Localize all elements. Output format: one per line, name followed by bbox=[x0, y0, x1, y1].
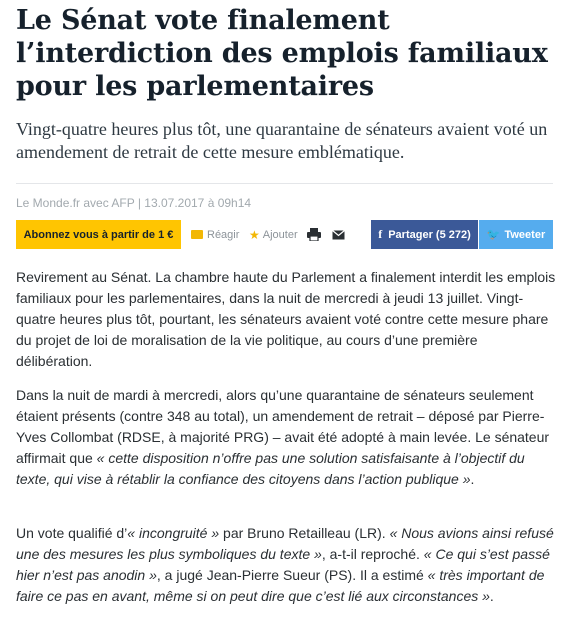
react-label: Réagir bbox=[207, 228, 240, 241]
facebook-share-label: Partager (5 272) bbox=[388, 228, 471, 241]
paragraph-text: , a-t-il reproché. bbox=[321, 546, 424, 562]
article-paragraph bbox=[16, 523, 556, 607]
comment-icon bbox=[191, 230, 203, 239]
article-title: Le Sénat vote finalement l’interdiction des emplois familiaux pour les parlementaires bbox=[16, 5, 548, 102]
add-label: Ajouter bbox=[262, 228, 298, 241]
react-button[interactable] bbox=[191, 220, 239, 249]
add-button[interactable] bbox=[249, 220, 298, 249]
paragraph-quote: « cette disposition n’offre pas une solution satisfaisante à l’objectif du texte, qui vise à rétablir la confiance des citoyens dans l’action publique » bbox=[16, 450, 525, 487]
mail-button[interactable] bbox=[332, 220, 345, 249]
article-subtitle: Vingt-quatre heures plus tôt, une quarantaine de sénateurs avaient voté un amendement de retrait de cette mesure emblématique. bbox=[16, 119, 548, 162]
article-toolbar bbox=[16, 220, 553, 249]
article-paragraph: Revirement au Sénat. La chambre haute du Parlement a finalement interdit les emplois familiaux pour les parlementaires, dans la nuit de mercredi à jeudi 13 juillet. Vingt-quatre heures plus tôt, pourtant, les sénateurs avaient voté contre cette mesure phare du projet de loi de moralisation de la vie politique, au cours d’une première délibération. bbox=[16, 269, 556, 369]
paragraph-text: Dans la nuit de mardi à mercredi, alors qu’une quarantaine de sénateurs seulement étaient présents (contre 348 au total), un amendement de retrait – déposé par Pierre-Yves Collombat (RDSE, à majorité PRG) – avait été adopté à main levée. Le sénateur affirmait que bbox=[16, 387, 550, 466]
facebook-icon: f bbox=[378, 227, 383, 241]
paragraph-quote: « incongruité » bbox=[127, 525, 220, 541]
paragraph-text: . bbox=[489, 588, 494, 604]
paragraph-quote: « très important de faire ce pas en avant, même si on peut dire que c’est lié aux circonstances » bbox=[16, 567, 545, 604]
divider bbox=[16, 183, 553, 184]
facebook-share-button[interactable] bbox=[371, 220, 478, 249]
mail-icon bbox=[332, 230, 345, 240]
paragraph-text: . bbox=[470, 471, 475, 487]
paragraph-quote: « Ce qui s’est passé hier n’est pas anodin » bbox=[16, 546, 550, 583]
star-icon: ★ bbox=[249, 227, 260, 242]
twitter-icon: 🐦 bbox=[486, 229, 501, 241]
twitter-share-button[interactable] bbox=[479, 220, 553, 249]
subscribe-button[interactable]: Abonnez vous à partir de 1 € bbox=[16, 220, 181, 249]
twitter-share-label: Tweeter bbox=[504, 228, 546, 241]
article-paragraph bbox=[16, 385, 556, 490]
paragraph-text: Un vote qualifié d’ bbox=[16, 525, 128, 541]
print-button[interactable] bbox=[307, 220, 321, 249]
paragraph-text: par Bruno Retailleau (LR). bbox=[219, 525, 390, 541]
paragraph-quote: « Nous avions ainsi refusé une des mesures les plus symboliques du texte » bbox=[16, 525, 554, 562]
paragraph-text: , a jugé Jean-Pierre Sueur (PS). Il a estimé bbox=[156, 567, 428, 583]
print-icon bbox=[307, 228, 321, 241]
article-byline: Le Monde.fr avec AFP | 13.07.2017 à 09h14 bbox=[16, 196, 252, 210]
